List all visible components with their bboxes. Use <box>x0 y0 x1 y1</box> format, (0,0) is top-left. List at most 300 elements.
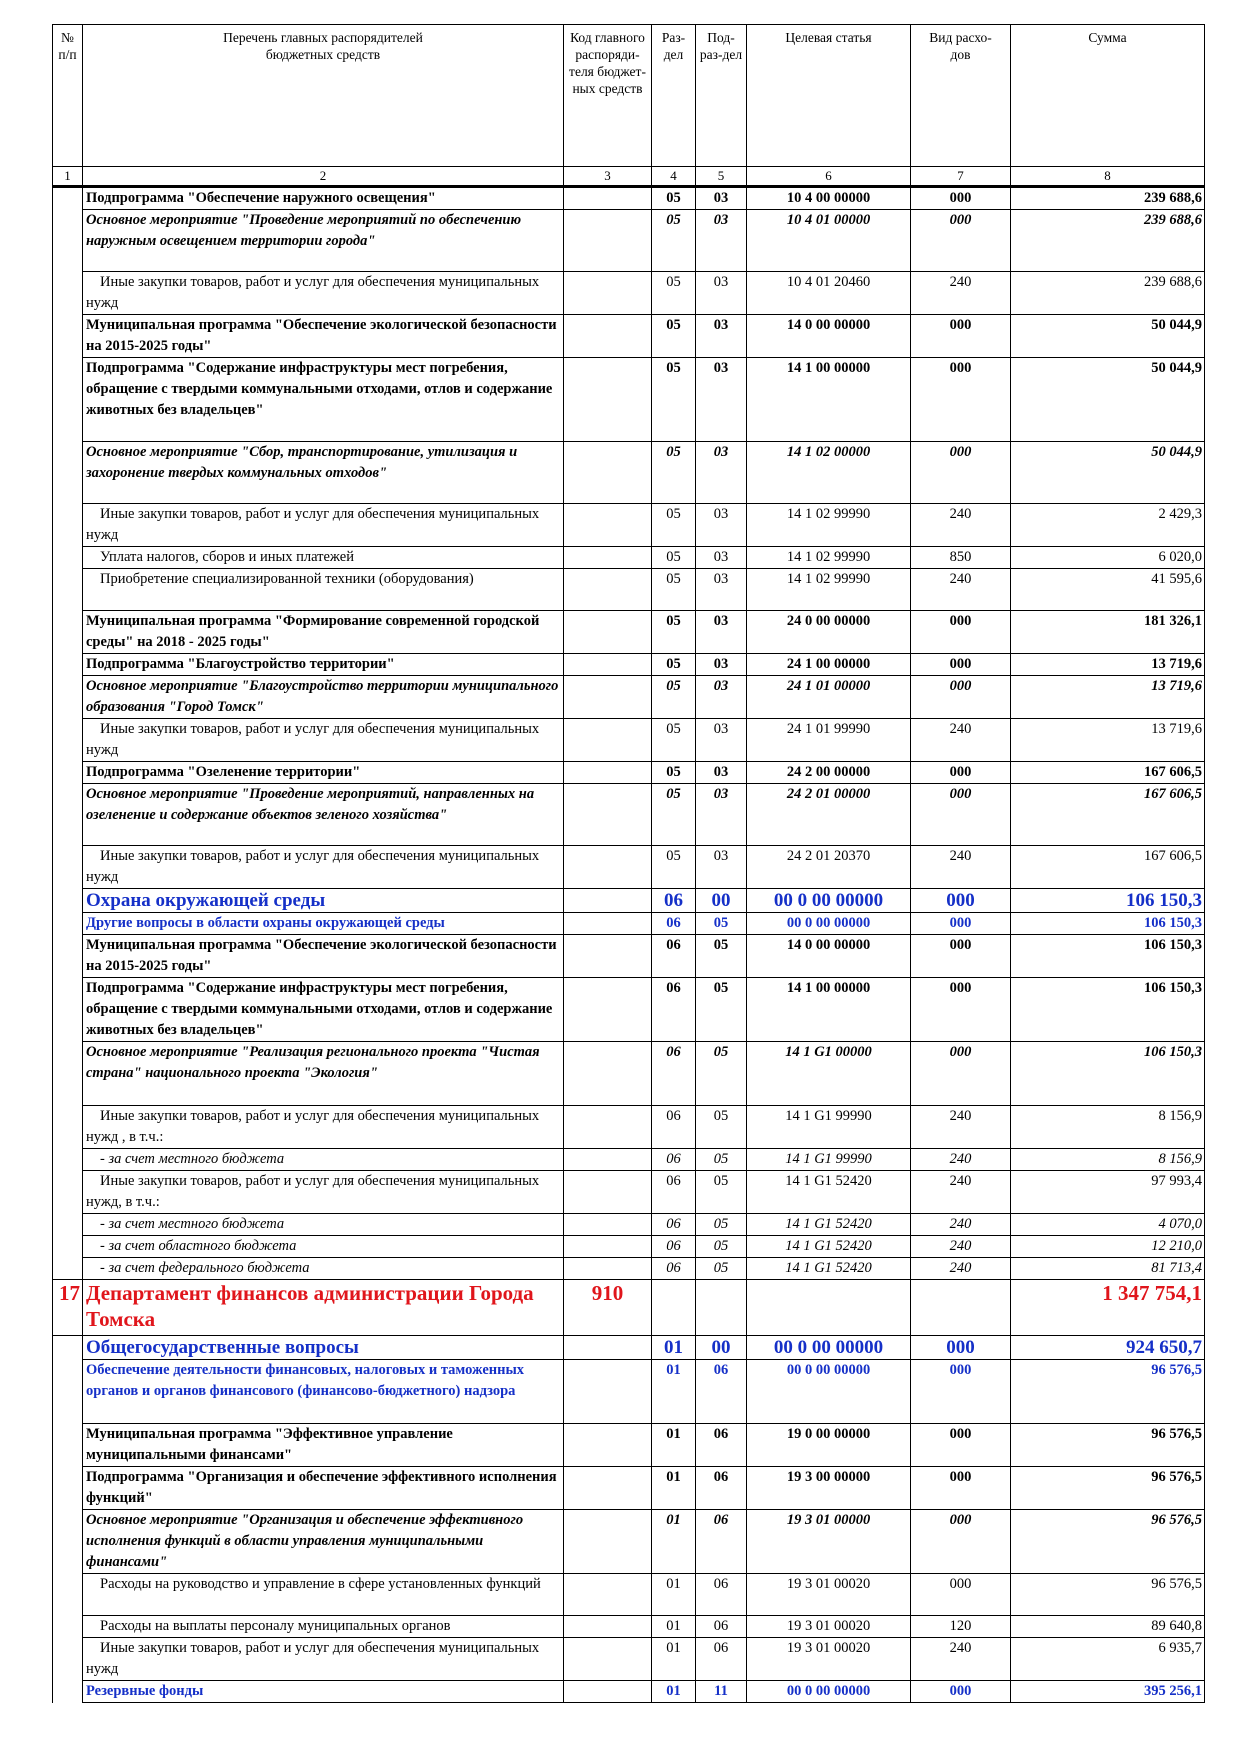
row-sum: 13 719,6 <box>1011 719 1205 762</box>
row-podrazdel: 05 <box>696 1042 747 1106</box>
row-name <box>83 187 564 210</box>
row-razdel: 01 <box>652 1510 696 1574</box>
row-name-text: - за счет областного бюджета <box>100 1238 297 1254</box>
table-row <box>53 1681 1205 1703</box>
row-name-text: Иные закупки товаров, работ и услуг для обеспечения муниципальных нужд <box>86 848 540 885</box>
row-podrazdel: 06 <box>696 1510 747 1574</box>
row-sum: 2 429,3 <box>1011 504 1205 547</box>
row-expense-type: 240 <box>911 504 1011 547</box>
row-expense-type: 240 <box>911 719 1011 762</box>
row-target-article: 14 1 00 00000 <box>747 358 911 442</box>
row-target-article: 24 2 01 20370 <box>747 846 911 889</box>
row-sum: 239 688,6 <box>1011 187 1205 210</box>
row-razdel: 05 <box>652 547 696 569</box>
row-razdel: 01 <box>652 1638 696 1681</box>
row-code: 910 <box>564 1280 652 1336</box>
row-razdel: 05 <box>652 187 696 210</box>
row-name-text: - за счет федерального бюджета <box>100 1260 310 1276</box>
table-header-row <box>53 25 1205 167</box>
row-razdel: 05 <box>652 784 696 846</box>
row-expense-type: 000 <box>911 187 1011 210</box>
row-name <box>83 547 564 569</box>
row-razdel: 01 <box>652 1616 696 1638</box>
row-name <box>83 889 564 913</box>
row-name <box>83 442 564 504</box>
row-code <box>564 935 652 978</box>
table-row <box>53 762 1205 784</box>
row-expense-type: 240 <box>911 272 1011 315</box>
row-number <box>53 210 83 272</box>
row-name-text: Иные закупки товаров, работ и услуг для обеспечения муниципальных нужд <box>86 1640 540 1677</box>
row-razdel: 05 <box>652 358 696 442</box>
row-expense-type: 000 <box>911 210 1011 272</box>
row-number <box>53 1336 83 1360</box>
row-number <box>53 1106 83 1149</box>
col-number-8: 8 <box>1011 167 1205 187</box>
header-podrazdel: Под-раз-дел <box>696 25 747 167</box>
row-podrazdel: 03 <box>696 442 747 504</box>
row-expense-type: 240 <box>911 1106 1011 1149</box>
row-target-article: 10 4 00 00000 <box>747 187 911 210</box>
row-number <box>53 846 83 889</box>
row-razdel: 05 <box>652 762 696 784</box>
row-expense-type: 000 <box>911 442 1011 504</box>
row-sum: 96 576,5 <box>1011 1510 1205 1574</box>
row-podrazdel: 03 <box>696 846 747 889</box>
row-code <box>564 762 652 784</box>
row-target-article: 00 0 00 00000 <box>747 889 911 913</box>
row-target-article: 24 2 00 00000 <box>747 762 911 784</box>
row-sum: 41 595,6 <box>1011 569 1205 611</box>
row-podrazdel: 03 <box>696 784 747 846</box>
row-code <box>564 846 652 889</box>
row-target-article: 24 2 01 00000 <box>747 784 911 846</box>
table-row <box>53 978 1205 1042</box>
row-name-text: Иные закупки товаров, работ и услуг для обеспечения муниципальных нужд <box>86 274 540 311</box>
budget-table <box>52 24 1205 1703</box>
row-name-text: Основное мероприятие "Проведение мероприятий по обеспечению наружным освещением территории города" <box>86 212 522 249</box>
row-expense-type <box>911 1280 1011 1336</box>
row-sum: 89 640,8 <box>1011 1616 1205 1638</box>
row-razdel: 06 <box>652 1042 696 1106</box>
row-code <box>564 1424 652 1467</box>
row-expense-type: 240 <box>911 1149 1011 1171</box>
row-target-article: 00 0 00 00000 <box>747 913 911 935</box>
row-number <box>53 935 83 978</box>
row-razdel: 01 <box>652 1424 696 1467</box>
row-number <box>53 784 83 846</box>
row-name-text: Обеспечение деятельности финансовых, налоговых и таможенных органов и органов финансового (финансово-бюджетного) надзора <box>86 1362 525 1399</box>
row-name <box>83 978 564 1042</box>
row-sum: 181 326,1 <box>1011 611 1205 654</box>
table-row <box>53 719 1205 762</box>
table-row <box>53 1638 1205 1681</box>
row-name-text: Подпрограмма "Благоустройство территории" <box>86 656 395 672</box>
row-sum: 50 044,9 <box>1011 358 1205 442</box>
row-name-text: Основное мероприятие "Сбор, транспортирование, утилизация и захоронение твердых коммунальных отходов" <box>86 444 518 481</box>
row-razdel: 05 <box>652 315 696 358</box>
table-row <box>53 654 1205 676</box>
row-razdel: 05 <box>652 210 696 272</box>
row-podrazdel: 03 <box>696 569 747 611</box>
row-name <box>83 676 564 719</box>
row-name <box>83 1042 564 1106</box>
row-expense-type: 850 <box>911 547 1011 569</box>
row-code <box>564 676 652 719</box>
row-number <box>53 1171 83 1214</box>
row-number <box>53 1467 83 1510</box>
col-number-4: 4 <box>652 167 696 187</box>
table-row <box>53 1424 1205 1467</box>
row-razdel: 05 <box>652 654 696 676</box>
row-name <box>83 504 564 547</box>
row-number <box>53 611 83 654</box>
row-number <box>53 1424 83 1467</box>
row-code <box>564 1336 652 1360</box>
table-row <box>53 1616 1205 1638</box>
row-target-article: 14 1 02 99990 <box>747 547 911 569</box>
row-code <box>564 1171 652 1214</box>
row-code <box>564 272 652 315</box>
row-expense-type: 240 <box>911 569 1011 611</box>
row-target-article: 14 0 00 00000 <box>747 935 911 978</box>
row-name-text: Другие вопросы в области охраны окружающей среды <box>86 915 445 931</box>
row-razdel <box>652 1280 696 1336</box>
row-podrazdel: 00 <box>696 1336 747 1360</box>
row-name <box>83 272 564 315</box>
row-sum: 13 719,6 <box>1011 676 1205 719</box>
table-row <box>53 547 1205 569</box>
row-sum: 97 993,4 <box>1011 1171 1205 1214</box>
row-razdel: 01 <box>652 1336 696 1360</box>
row-target-article: 00 0 00 00000 <box>747 1336 911 1360</box>
row-name-text: Подпрограмма "Содержание инфраструктуры мест погребения, обращение с твердыми коммунальными отходами, отлов и содержание животных без владельцев" <box>86 980 553 1038</box>
row-razdel: 05 <box>652 611 696 654</box>
row-code <box>564 504 652 547</box>
row-code <box>564 1360 652 1424</box>
row-sum: 12 210,0 <box>1011 1236 1205 1258</box>
row-expense-type: 000 <box>911 1360 1011 1424</box>
table-row <box>53 1336 1205 1360</box>
row-expense-type: 240 <box>911 1171 1011 1214</box>
row-code <box>564 1106 652 1149</box>
table-row <box>53 935 1205 978</box>
row-name-text: Охрана окружающей среды <box>86 890 326 911</box>
row-expense-type: 000 <box>911 611 1011 654</box>
row-name <box>83 784 564 846</box>
table-row <box>53 1171 1205 1214</box>
row-name-text: Уплата налогов, сборов и иных платежей <box>100 549 354 565</box>
table-row <box>53 913 1205 935</box>
table-row <box>53 1236 1205 1258</box>
row-number <box>53 442 83 504</box>
row-name-text: Резервные фонды <box>86 1683 204 1699</box>
row-expense-type: 000 <box>911 1681 1011 1703</box>
row-target-article: 24 1 01 00000 <box>747 676 911 719</box>
row-podrazdel: 03 <box>696 719 747 762</box>
row-podrazdel: 03 <box>696 315 747 358</box>
row-name-text: Подпрограмма "Содержание инфраструктуры мест погребения, обращение с твердыми коммунальными отходами, отлов и содержание животных без владельцев" <box>86 360 553 418</box>
row-name <box>83 935 564 978</box>
row-code <box>564 442 652 504</box>
row-sum: 167 606,5 <box>1011 784 1205 846</box>
row-code <box>564 1681 652 1703</box>
row-number <box>53 187 83 210</box>
table-row <box>53 1360 1205 1424</box>
row-number <box>53 762 83 784</box>
row-target-article: 14 1 G1 52420 <box>747 1236 911 1258</box>
row-name-text: Основное мероприятие "Реализация регионального проекта "Чистая страна" национального проекта "Экология" <box>86 1044 540 1081</box>
row-sum: 13 719,6 <box>1011 654 1205 676</box>
row-sum: 106 150,3 <box>1011 935 1205 978</box>
row-target-article: 24 1 01 99990 <box>747 719 911 762</box>
row-code <box>564 913 652 935</box>
row-name <box>83 654 564 676</box>
table-row <box>53 784 1205 846</box>
row-number <box>53 315 83 358</box>
col-number-7: 7 <box>911 167 1011 187</box>
row-expense-type: 000 <box>911 935 1011 978</box>
row-name-text: Подпрограмма "Озеленение территории" <box>86 764 361 780</box>
row-name <box>83 1510 564 1574</box>
row-name <box>83 358 564 442</box>
table-row <box>53 1574 1205 1616</box>
row-razdel: 06 <box>652 978 696 1042</box>
row-podrazdel: 03 <box>696 547 747 569</box>
row-sum: 395 256,1 <box>1011 1681 1205 1703</box>
row-target-article: 19 0 00 00000 <box>747 1424 911 1467</box>
table-row <box>53 569 1205 611</box>
row-razdel: 05 <box>652 676 696 719</box>
row-podrazdel: 05 <box>696 1171 747 1214</box>
row-sum: 167 606,5 <box>1011 762 1205 784</box>
row-razdel: 01 <box>652 1574 696 1616</box>
row-number <box>53 1574 83 1616</box>
table-row <box>53 272 1205 315</box>
header-sum: Сумма <box>1011 25 1205 167</box>
row-number <box>53 1360 83 1424</box>
row-razdel: 05 <box>652 569 696 611</box>
row-name <box>83 1467 564 1510</box>
row-expense-type: 240 <box>911 1638 1011 1681</box>
col-number-2: 2 <box>83 167 564 187</box>
row-sum: 106 150,3 <box>1011 1042 1205 1106</box>
row-number <box>53 1510 83 1574</box>
row-name <box>83 1336 564 1360</box>
row-podrazdel: 05 <box>696 978 747 1042</box>
table-row <box>53 889 1205 913</box>
row-podrazdel: 05 <box>696 1258 747 1280</box>
row-target-article: 14 1 02 99990 <box>747 569 911 611</box>
row-podrazdel: 05 <box>696 1236 747 1258</box>
row-podrazdel: 03 <box>696 187 747 210</box>
row-sum: 8 156,9 <box>1011 1106 1205 1149</box>
header-name: Перечень главных распорядителей бюджетных средств <box>83 25 564 167</box>
row-name-text: Приобретение специализированной техники (оборудования) <box>100 571 474 587</box>
row-code <box>564 210 652 272</box>
row-name <box>83 1171 564 1214</box>
row-podrazdel: 05 <box>696 1214 747 1236</box>
row-name-text: Иные закупки товаров, работ и услуг для обеспечения муниципальных нужд , в т.ч.: <box>86 1108 540 1145</box>
row-number <box>53 1638 83 1681</box>
row-name <box>83 210 564 272</box>
table-row <box>53 1106 1205 1149</box>
row-code <box>564 1214 652 1236</box>
row-name <box>83 1681 564 1703</box>
row-expense-type: 000 <box>911 1336 1011 1360</box>
row-name <box>83 1574 564 1616</box>
row-name <box>83 846 564 889</box>
row-sum: 81 713,4 <box>1011 1258 1205 1280</box>
row-target-article: 00 0 00 00000 <box>747 1360 911 1424</box>
row-code <box>564 315 652 358</box>
row-name <box>83 1258 564 1280</box>
row-name-text: Иные закупки товаров, работ и услуг для обеспечения муниципальных нужд <box>86 506 540 543</box>
row-target-article: 24 0 00 00000 <box>747 611 911 654</box>
row-code <box>564 611 652 654</box>
row-name-text: - за счет местного бюджета <box>100 1151 285 1167</box>
row-target-article: 14 1 G1 00000 <box>747 1042 911 1106</box>
row-podrazdel: 06 <box>696 1360 747 1424</box>
row-sum: 106 150,3 <box>1011 913 1205 935</box>
row-name <box>83 569 564 611</box>
row-number <box>53 272 83 315</box>
row-target-article: 19 3 00 00000 <box>747 1467 911 1510</box>
row-expense-type: 240 <box>911 1236 1011 1258</box>
row-sum: 50 044,9 <box>1011 315 1205 358</box>
row-podrazdel: 03 <box>696 676 747 719</box>
row-code <box>564 1616 652 1638</box>
table-row <box>53 1258 1205 1280</box>
row-podrazdel: 06 <box>696 1638 747 1681</box>
row-expense-type: 000 <box>911 762 1011 784</box>
table-row <box>53 846 1205 889</box>
row-code <box>564 1042 652 1106</box>
row-target-article: 19 3 01 00000 <box>747 1510 911 1574</box>
row-target-article: 00 0 00 00000 <box>747 1681 911 1703</box>
row-expense-type: 000 <box>911 889 1011 913</box>
row-podrazdel: 11 <box>696 1681 747 1703</box>
row-code <box>564 1638 652 1681</box>
row-razdel: 06 <box>652 889 696 913</box>
row-razdel: 06 <box>652 935 696 978</box>
row-razdel: 05 <box>652 846 696 889</box>
row-podrazdel: 00 <box>696 889 747 913</box>
row-podrazdel: 03 <box>696 504 747 547</box>
row-name <box>83 719 564 762</box>
row-razdel: 05 <box>652 272 696 315</box>
row-target-article: 14 0 00 00000 <box>747 315 911 358</box>
row-name <box>83 1236 564 1258</box>
row-name-text: Основное мероприятие "Организация и обеспечение эффективного исполнения функций в области управления муниципальными финансами" <box>86 1512 524 1570</box>
row-code <box>564 719 652 762</box>
row-podrazdel: 06 <box>696 1616 747 1638</box>
row-code <box>564 889 652 913</box>
row-code <box>564 654 652 676</box>
header-target-article: Целевая статья <box>747 25 911 167</box>
table-row <box>53 358 1205 442</box>
row-target-article: 19 3 01 00020 <box>747 1638 911 1681</box>
row-target-article: 14 1 G1 52420 <box>747 1214 911 1236</box>
row-expense-type: 000 <box>911 676 1011 719</box>
row-razdel: 05 <box>652 719 696 762</box>
table-row <box>53 442 1205 504</box>
row-expense-type: 000 <box>911 315 1011 358</box>
row-name-text: Подпрограмма "Обеспечение наружного освещения" <box>86 190 436 206</box>
row-target-article: 19 3 01 00020 <box>747 1574 911 1616</box>
header-code: Код главного распоряди-теля бюджет-ных средств <box>564 25 652 167</box>
row-name <box>83 762 564 784</box>
row-razdel: 05 <box>652 442 696 504</box>
row-podrazdel: 05 <box>696 913 747 935</box>
row-expense-type: 000 <box>911 978 1011 1042</box>
row-expense-type: 000 <box>911 784 1011 846</box>
row-podrazdel: 03 <box>696 210 747 272</box>
row-podrazdel: 06 <box>696 1424 747 1467</box>
row-sum: 4 070,0 <box>1011 1214 1205 1236</box>
row-name-text: Муниципальная программа "Эффективное управление муниципальными финансами" <box>86 1426 453 1463</box>
row-code <box>564 1149 652 1171</box>
row-expense-type: 000 <box>911 1467 1011 1510</box>
col-number-1: 1 <box>53 167 83 187</box>
row-target-article <box>747 1280 911 1336</box>
row-code <box>564 1258 652 1280</box>
table-row <box>53 676 1205 719</box>
row-target-article: 14 1 G1 99990 <box>747 1106 911 1149</box>
col-number-6: 6 <box>747 167 911 187</box>
table-row <box>53 210 1205 272</box>
row-number: 17 <box>53 1280 83 1336</box>
row-name-text: Основное мероприятие "Проведение мероприятий, направленных на озеленение и содержание объектов зеленого хозяйства" <box>86 786 535 823</box>
row-razdel: 01 <box>652 1681 696 1703</box>
row-name-text: Департамент финансов администрации Города Томска <box>86 1281 534 1331</box>
row-name <box>83 611 564 654</box>
row-expense-type: 000 <box>911 1510 1011 1574</box>
table-row <box>53 315 1205 358</box>
row-razdel: 06 <box>652 1171 696 1214</box>
row-target-article: 14 1 G1 99990 <box>747 1149 911 1171</box>
row-target-article: 14 1 G1 52420 <box>747 1171 911 1214</box>
row-number <box>53 1616 83 1638</box>
row-name-text: Расходы на выплаты персоналу муниципальных органов <box>100 1618 451 1634</box>
budget-table-sheet <box>52 24 1204 1703</box>
row-name-text: Иные закупки товаров, работ и услуг для обеспечения муниципальных нужд, в т.ч.: <box>86 1173 540 1210</box>
table-row <box>53 611 1205 654</box>
row-podrazdel: 03 <box>696 654 747 676</box>
row-name-text: Расходы на руководство и управление в сфере установленных функций <box>100 1576 541 1592</box>
row-code <box>564 547 652 569</box>
row-name-text: Подпрограмма "Организация и обеспечение эффективного исполнения функций" <box>86 1469 557 1506</box>
row-target-article: 14 1 G1 52420 <box>747 1258 911 1280</box>
row-name <box>83 1280 564 1336</box>
row-sum: 6 935,7 <box>1011 1638 1205 1681</box>
row-expense-type: 000 <box>911 1042 1011 1106</box>
row-code <box>564 1574 652 1616</box>
row-expense-type: 000 <box>911 913 1011 935</box>
row-name-text: - за счет местного бюджета <box>100 1216 285 1232</box>
row-number <box>53 504 83 547</box>
table-row <box>53 1510 1205 1574</box>
table-row <box>53 1042 1205 1106</box>
row-podrazdel: 03 <box>696 272 747 315</box>
row-name-text: Общегосударственные вопросы <box>86 1337 359 1358</box>
row-number <box>53 358 83 442</box>
col-number-5: 5 <box>696 167 747 187</box>
row-code <box>564 569 652 611</box>
row-expense-type: 000 <box>911 654 1011 676</box>
row-sum: 96 576,5 <box>1011 1467 1205 1510</box>
row-number <box>53 547 83 569</box>
